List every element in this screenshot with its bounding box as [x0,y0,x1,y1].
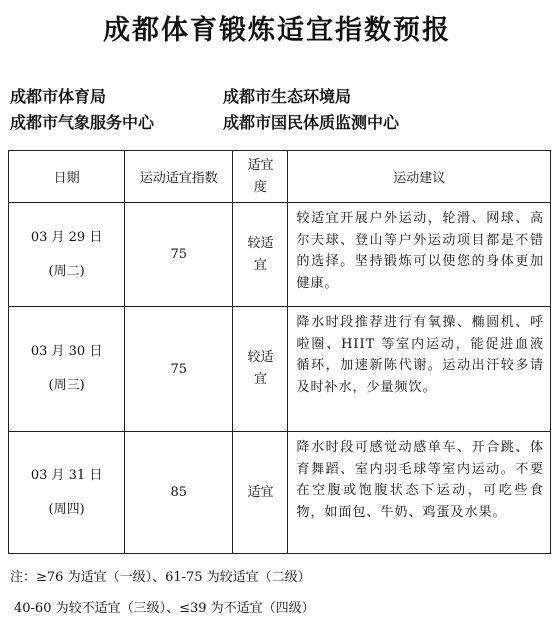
suitability-cell [233,307,288,432]
suitability-column-header [233,151,288,203]
weekday-text: (周二) [48,263,85,279]
suitability-value: 较适宜 [247,235,274,273]
organization-name: 成都市体育局 [10,87,107,106]
advice-text: 降水时段可感觉动感单车、开合跳、体育舞蹈、室内羽毛球等室内运动。不要在空腹或饱腹状态下运动，可吃些食物，如面包、牛奶、鸡蛋及水果。 [288,432,551,554]
table-row [9,203,551,307]
suitability-value: 适宜 [247,484,274,500]
page-title: 成都体育锻炼适宜指数预报 [103,15,451,46]
exercise-index-table [8,150,551,554]
suitability-header-label: 适宜度 [247,157,274,195]
table-row [9,307,551,432]
index-value: 75 [125,307,233,432]
organizations-row [10,110,550,136]
suitability-cell [233,203,288,307]
index-value: 85 [125,432,233,554]
date-cell [9,307,125,432]
table-row [9,432,551,554]
advice-column-header: 运动建议 [288,151,551,203]
date-cell [9,432,125,554]
date-cell [9,203,125,307]
index-value: 75 [125,203,233,307]
table-header-row [9,151,551,203]
index-column-header: 运动适宜指数 [125,151,233,203]
organizations-row [10,84,550,110]
legend-note-line: 40-60 为较不适宜（三级）、≤39 为不适宜（四级） [14,601,315,616]
suitability-cell [233,432,288,554]
organization-name: 成都市国民体质监测中心 [223,113,400,132]
suitability-value: 较适宜 [247,350,274,387]
legend-note-line: 注：≥76 为适宜（一级）、61-75 为较适宜（二级） [10,570,311,585]
advice-text: 较适宜开展户外运动，轮滑、网球、高尔夫球、登山等户外运动项目都是不错的选择。坚持锻炼可以使您的身体更加健康。 [288,203,551,307]
weekday-text: (周四) [48,501,85,517]
organization-name: 成都市生态环境局 [223,87,352,106]
advice-text: 降水时段推荐进行有氧操、椭圆机、呼啦圈、HIIT 等室内运动，能促进血液循环，加速新陈代谢。运动出汗较多请及时补水，少量频饮。 [288,307,551,432]
date-text: 03 月 29 日 [30,229,103,245]
organizations-block [10,84,550,136]
organization-name: 成都市气象服务中心 [10,113,155,132]
date-text: 03 月 31 日 [30,467,103,483]
weekday-text: (周三) [48,378,85,393]
date-text: 03 月 30 日 [30,344,103,359]
date-column-header: 日期 [9,151,125,203]
